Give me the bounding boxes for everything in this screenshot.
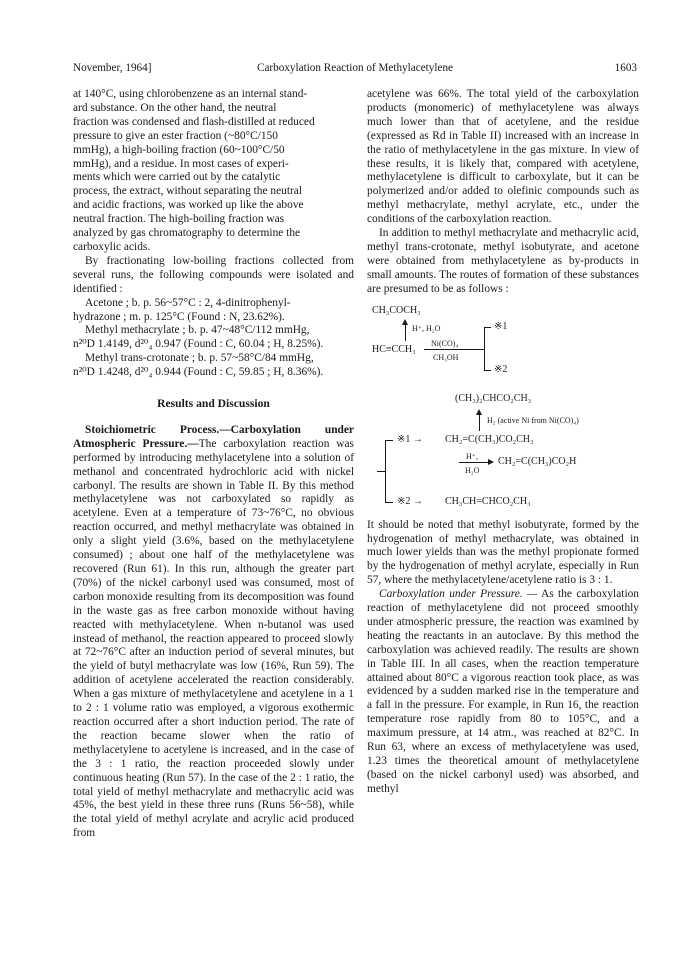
paragraph-isobutyrate-note: It should be noted that methyl isobutyrate, formed by the hydrogenation of methyl methacrylate, was obtained in much lower yields than was the methyl propionate formed by the hydrogenation of methyl acrylate, especially in Run 57, where the methylacetylene/acetylene ratio is 3 : 1. — [367, 518, 639, 587]
methacrylic-acid-formula: CH₂=C(CH₃)CO₂H — [498, 455, 577, 467]
left-column — [73, 88, 354, 841]
line: analyzed by gas chromatography to determine the — [73, 227, 301, 240]
bracket-tick — [377, 471, 385, 472]
line: mmHg), and a residue. In most cases of experi- — [73, 157, 289, 170]
paragraph-yield: acetylene was 66%. The total yield of the carboxylation products (monomeric) of methylacetylene was always much lower than that of acetylene, and the residue (expressed as Rd in Table II) increased with an increase in the ratio of methylacetylene in the gas mixture. In view of these results, it is likely that, compared with acetylene, methylacetylene is difficult to carboxylate, but it can be polymerized and/or added to olefinic compounds such as methyl methacrylate, methyl acrylate, etc., under the conditions of the carboxylation reaction. — [367, 88, 639, 226]
branch-mark-1: ※1 — [494, 320, 508, 332]
bracket-tick — [484, 327, 491, 328]
line: ard substance. On the other hand, the neutral — [73, 101, 277, 114]
acid-label: H⁺, — [466, 451, 478, 461]
reaction-scheme — [367, 305, 639, 513]
line: carboxylic acids. — [73, 240, 151, 253]
line: neutral fraction. The high-boiling fraction was — [73, 213, 285, 226]
arrow-right-icon — [488, 459, 494, 465]
paragraph-fractionating: By fractionating low-boiling fractions collected from several runs, the following compounds were isolated and identified : — [73, 254, 354, 295]
compound-line: n²⁰D 1.4149, d²⁰₄ 0.947 (Found : C, 60.04 ; H, 8.25%). — [73, 338, 324, 351]
branch-1-prefix: ※1 → — [397, 433, 423, 445]
isobutyrate-formula: (CH₃)₂CHCO₂CH₃ — [455, 392, 532, 404]
header-date: November, 1964] — [73, 62, 152, 74]
line: ments which were carried out by the catalytic — [73, 171, 281, 184]
line: pressure to give an ester fraction (~80°C/150 — [73, 129, 278, 142]
bracket-tick — [385, 440, 393, 441]
compound-line: hydrazone ; m. p. 125°C (Found : N, 23.62%). — [73, 310, 285, 323]
header-title: Carboxylation Reaction of Methylacetylene — [256, 62, 454, 74]
right-column — [367, 88, 639, 797]
acetone-formula: CH₃COCH₃ — [372, 304, 421, 316]
reaction-arrow-line — [424, 349, 484, 350]
bracket-tick — [484, 370, 491, 371]
line: at 140°C, using chlorobenzene as an internal stand- — [73, 88, 308, 100]
paragraph-methods — [73, 88, 354, 255]
water-label: H₂O — [465, 465, 480, 475]
hydration-conditions: H⁺, H₂O — [412, 323, 441, 333]
paragraph-pressure — [367, 588, 639, 797]
methanol-label: CH₃OH — [433, 352, 459, 362]
compound-line: n²⁰D 1.4248, d²⁰₄ 0.944 (Found : C, 59.85 ; H, 8.36%). — [73, 366, 324, 379]
paragraph-byproducts: In addition to methyl methacrylate and methacrylic acid, methyl trans-crotonate, methyl isobutyrate, and acetone were obtained from methylacetylene as by-products in small amounts. The routes of formation of these substances are presumed to be as follows : — [367, 227, 639, 295]
compound-list — [73, 297, 354, 380]
methylacetylene-formula: HC≡CCH₃ — [372, 343, 416, 355]
hydrogenation-note: H₂ (active Ni from Ni(CO)₄) — [487, 415, 579, 425]
line: mmHg), a high-boiling fraction (60~100°C/50 — [73, 143, 285, 156]
paragraph-body: The carboxylation reaction was performed by introducing methylacetylene into a solution of methanol and concentrated hydrochloric acid with nickel carbonyl. The results are shown in Table II. By this method methylacetylene was not carboxylated so rapidly as acetylene. Even at a temperature of 73~76°C, no obvious reaction occurred, and methyl methacrylate was obtained in only a slight yield (3.6%, based on the methylacetylene consumed) ; about one half of the methylacetylene was recovered (Run 61). In this run, although the greater part (70%) of the nickel carbonyl used was consumed, most of carbon monoxide resulting from its decomposition was found in the waste gas as free carbon monoxide without having reacted with methylacetylene. When n-butanol was used instead of methanol, the reaction appeared to proceed slowly at 72~76°C after an induction period of several minutes, but the yield of butyl methacrylate was low (16%, Run 59). The addition of acetylene accelerated the reaction considerably. When a gas mixture of methylacetylene and acetylene in a 1 to 2 : 1 volume ratio was employed, a vigorous exothermic reaction occurred after a short induction period. The rate of the reaction became slower when the ratio of methylacetylene to acetylene is increased, and in the case of the 3 : 1 ratio, the reaction proceeded slowly under continuous heating (Run 57). In the case of the 2 : 1 ratio, the total yield of methyl methacrylate and methacrylic acid was 45%, the best yield in these three runs (Runs 56~58), while the total yield of methyl acrylate and acrylic acid produced from — [73, 437, 354, 840]
branch-bracket — [484, 327, 485, 371]
line: and acidic fractions, was worked up like the above — [73, 199, 304, 212]
page-number: 1603 — [614, 62, 637, 74]
bracket-tick — [385, 502, 393, 503]
line: process, the extract, without separating the neutral — [73, 185, 302, 198]
section-heading: Results and Discussion — [157, 397, 270, 411]
methacrylate-formula: CH₂=C(CH₃)CO₂CH₃ — [445, 433, 534, 445]
compound-line: Methyl methacrylate ; b. p. 47~48°C/112 mmHg, — [85, 324, 310, 337]
compound-line: Methyl trans-crotonate ; b. p. 57~58°C/84 mmHg, — [85, 352, 314, 365]
branch-bracket — [385, 440, 386, 502]
paragraph-body: As the carboxylation reaction of methylacetylene did not proceed smoothly under atmospheric pressure, the reaction was examined by heating the reactants in an autoclave. By this method the carboxylation was achieved readily. The results are shown in Table III. In all cases, when the reaction temperature attained about 80°C a vigorous reaction took place, as was evidenced by a sudden marked rise in the temperature and a fall in the pressure. For example, in Run 16, the reaction temperature rose rapidly from 80 to 105°C, and a maximum pressure, at 14 atm., was reached at 82°C. In Run 63, where an excess of methylacetylene was used, 1.23 times the theoretical amount of methylacetylene (based on the nickel carbonyl used) was absorbed, and methyl — [367, 588, 640, 795]
paragraph-stoichiometric — [73, 424, 354, 841]
run-in-heading: Stoichiometric Process.—Carboxylation under Atmospheric Pressure.— — [73, 423, 354, 450]
arrow-shaft — [479, 414, 480, 431]
branch-mark-2: ※2 — [494, 363, 508, 375]
run-in-heading: Carboxylation under Pressure. — — [379, 588, 538, 601]
crotonate-formula: CH₃CH=CHCO₂CH₃ — [445, 495, 531, 507]
nickel-carbonyl-label: Ni(CO)₄ — [431, 338, 459, 348]
running-header — [73, 62, 637, 78]
branch-2-prefix: ※2 → — [397, 495, 423, 507]
arrow-shaft — [405, 324, 406, 341]
line: fraction was condensed and flash-distilled at reduced — [73, 115, 315, 128]
reaction-arrow-line — [459, 462, 489, 463]
compound-line: Acetone ; b. p. 56~57°C : 2, 4-dinitrophenyl- — [85, 296, 291, 309]
